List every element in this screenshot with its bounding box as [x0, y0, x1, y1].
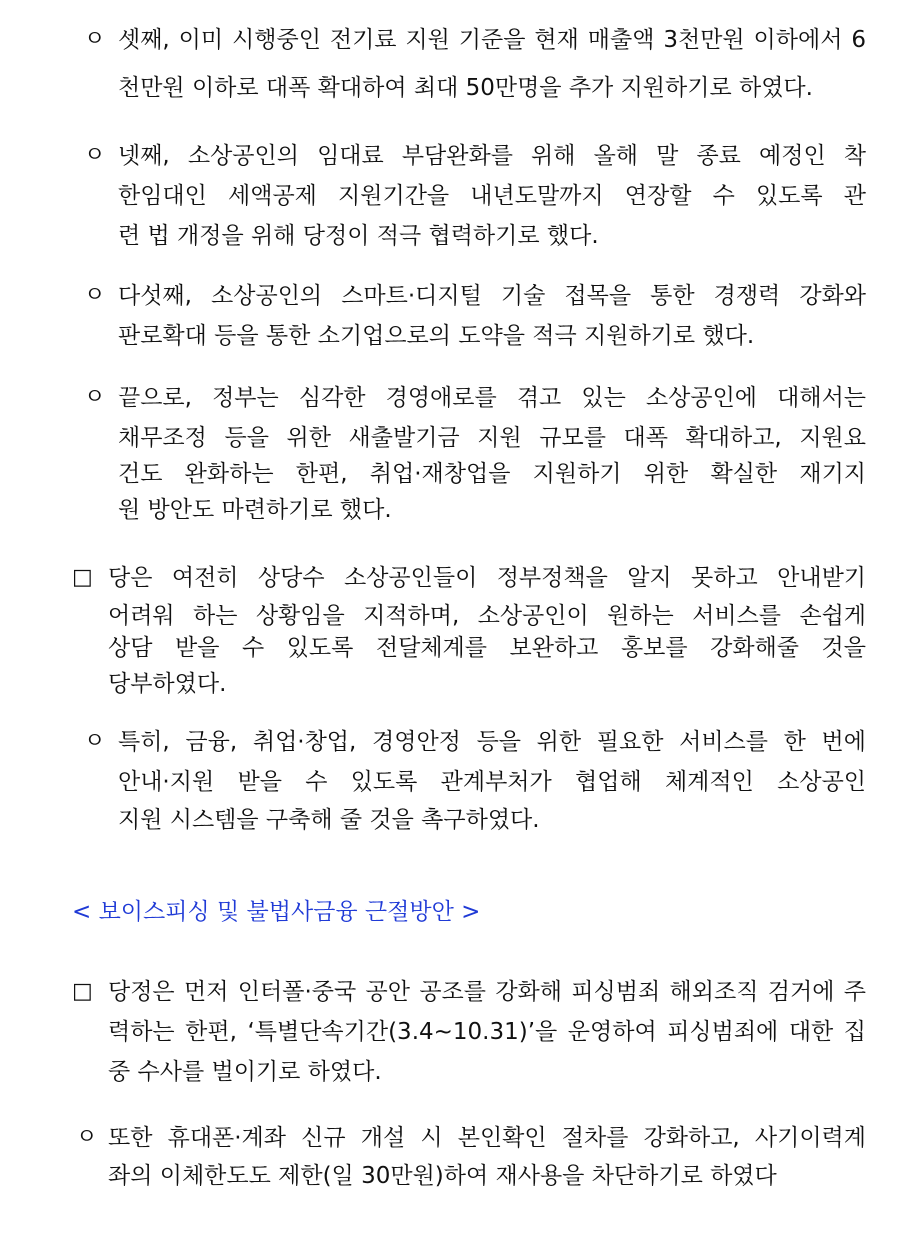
text-line: 셋째, 이미 시행중인 전기료 지원 기준을 현재 매출액 3천만원 이하에서 6	[118, 27, 866, 53]
text-line: 판로확대 등을 통한 소기업으로의 도약을 적극 지원하기로 했다.	[118, 323, 755, 349]
circle-bullet-marker: ㅇ	[84, 385, 106, 410]
text-line: 끝으로, 정부는 심각한 경영애로를 겪고 있는 소상공인에 대해서는	[118, 385, 866, 411]
section-heading: < 보이스피싱 및 불법사금융 근절방안 >	[72, 899, 481, 925]
text-line: 넷째, 소상공인의 임대료 부담완화를 위해 올해 말 종료 예정인 착	[118, 143, 866, 169]
text-line: 당정은 먼저 인터폴·중국 공안 공조를 강화해 피싱범죄 해외조직 검거에 주	[108, 979, 866, 1005]
text-line: 채무조정 등을 위한 새출발기금 지원 규모를 대폭 확대하고, 지원요	[118, 425, 866, 451]
text-line: 한임대인 세액공제 지원기간을 내년도말까지 연장할 수 있도록 관	[118, 183, 866, 209]
text-line: 지원 시스템을 구축해 줄 것을 촉구하였다.	[118, 807, 540, 833]
text-line: 특히, 금융, 취업·창업, 경영안정 등을 위한 필요한 서비스를 한 번에	[118, 729, 866, 755]
square-bullet-marker: □	[72, 979, 93, 1004]
circle-bullet-marker: ㅇ	[84, 143, 106, 168]
text-line: 어려워 하는 상황임을 지적하며, 소상공인이 원하는 서비스를 손쉽게	[108, 603, 866, 629]
text-line: 다섯째, 소상공인의 스마트·디지털 기술 접목을 통한 경쟁력 강화와	[118, 283, 866, 309]
text-line: 건도 완화하는 한편, 취업·재창업을 지원하기 위한 확실한 재기지	[118, 461, 866, 487]
text-line: 상담 받을 수 있도록 전달체계를 보완하고 홍보를 강화해줄 것을	[108, 635, 866, 661]
square-bullet-marker: □	[72, 565, 93, 590]
circle-bullet-marker: ㅇ	[84, 729, 106, 754]
circle-bullet-marker: ㅇ	[76, 1125, 98, 1150]
text-line: 련 법 개정을 위해 당정이 적극 협력하기로 했다.	[118, 223, 599, 249]
text-line: 또한 휴대폰·계좌 신규 개설 시 본인확인 절차를 강화하고, 사기이력계	[108, 1125, 866, 1151]
circle-bullet-marker: ㅇ	[84, 283, 106, 308]
text-line: 당은 여전히 상당수 소상공인들이 정부정책을 알지 못하고 안내받기	[108, 565, 866, 591]
text-line: 좌의 이체한도도 제한(일 30만원)하여 재사용을 차단하기로 하였다	[108, 1163, 777, 1189]
text-line: 원 방안도 마련하기로 했다.	[118, 497, 392, 523]
text-line: 중 수사를 벌이기로 하였다.	[108, 1059, 382, 1085]
text-line: 천만원 이하로 대폭 확대하여 최대 50만명을 추가 지원하기로 하였다.	[118, 75, 813, 101]
circle-bullet-marker: ㅇ	[84, 27, 106, 52]
text-line: 당부하였다.	[108, 671, 227, 697]
text-line: 력하는 한편, ‘특별단속기간(3.4~10.31)’을 운영하여 피싱범죄에 대한 집	[108, 1019, 866, 1045]
text-line: 안내·지원 받을 수 있도록 관계부처가 협업해 체계적인 소상공인	[118, 769, 866, 795]
